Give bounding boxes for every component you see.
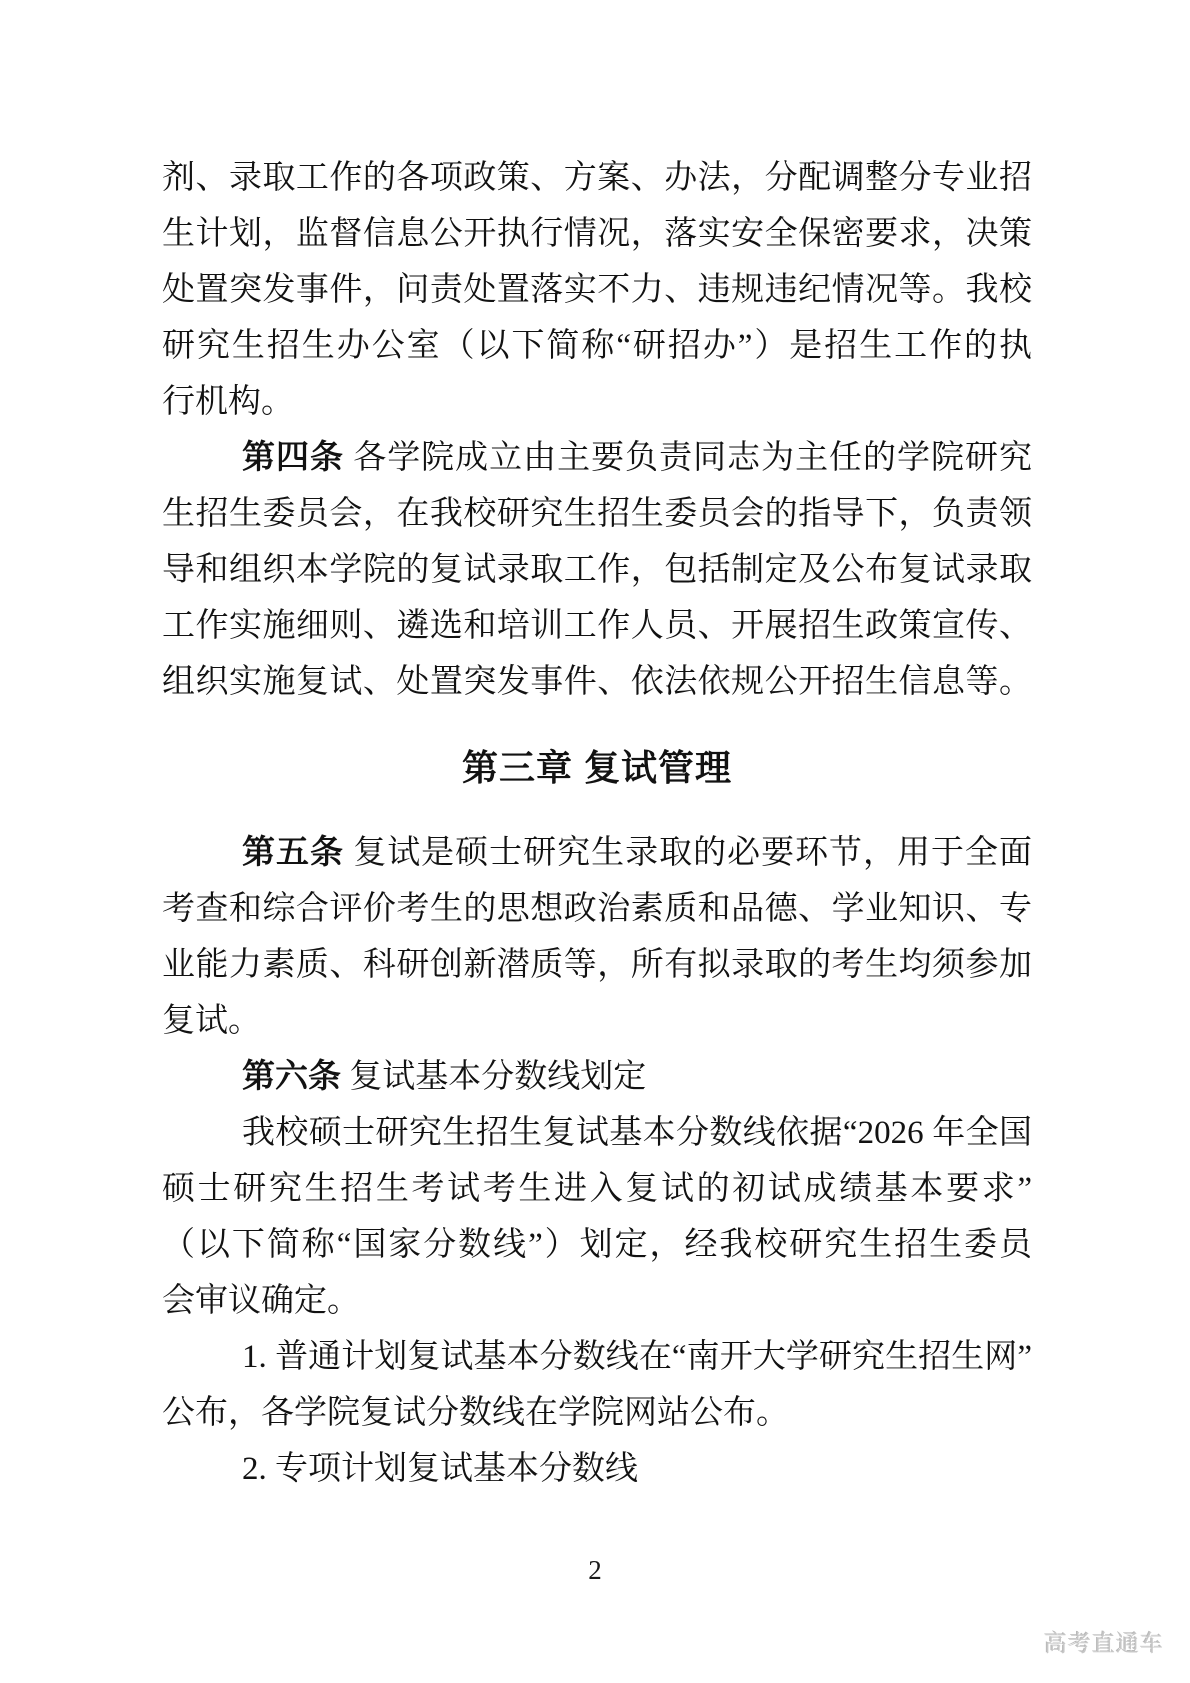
paragraph — [162, 150, 1032, 430]
text-line: 第六条 复试基本分数线划定 — [242, 1059, 647, 1095]
text-line: 1. 普通计划复试基本分数线在“南开大学研究生招生网” — [242, 1339, 1032, 1375]
watermark: 高考直通车 — [1044, 1630, 1164, 1656]
text-line: 生计划，监督信息公开执行情况，落实安全保密要求，决策 — [162, 216, 1032, 252]
paragraph — [162, 1049, 1032, 1105]
article-number: 第六条 — [242, 1059, 341, 1095]
text-line: 我校硕士研究生招生复试基本分数线依据“2026 年全国 — [242, 1115, 1032, 1151]
text-line: 会审议确定。 — [162, 1283, 360, 1319]
text-line: 处置突发事件，问责处置落实不力、违规违纪情况等。我校 — [162, 272, 1032, 308]
text-line: 生招生委员会，在我校研究生招生委员会的指导下，负责领 — [162, 496, 1032, 532]
text-line: 研究生招生办公室（以下简称“研招办”）是招生工作的执 — [162, 328, 1032, 364]
text-line: 公布，各学院复试分数线在学院网站公布。 — [162, 1395, 789, 1431]
text-line: 第四条 各学院成立由主要负责同志为主任的学院研究 — [242, 440, 1033, 476]
text-line: 剂、录取工作的各项政策、方案、办法，分配调整分专业招 — [162, 160, 1032, 196]
text-line: 导和组织本学院的复试录取工作，包括制定及公布复试录取 — [162, 552, 1032, 588]
page-number: 2 — [588, 1555, 602, 1585]
text-line: 组织实施复试、处置突发事件、依法依规公开招生信息等。 — [162, 664, 1032, 700]
text-line: 工作实施细则、遴选和培训工作人员、开展招生政策宣传、 — [162, 608, 1032, 644]
text-line: 考查和综合评价考生的思想政治素质和品德、学业知识、专 — [162, 891, 1032, 927]
paragraph — [162, 1105, 1032, 1329]
chapter-heading: 第三章 复试管理 — [461, 747, 732, 788]
paragraph — [162, 1329, 1032, 1441]
text-line: 硕士研究生招生考试考生进入复试的初试成绩基本要求” — [162, 1171, 1032, 1207]
article-number: 第四条 — [242, 440, 344, 476]
article-number: 第五条 — [242, 835, 344, 871]
text-line: 第五条 复试是硕士研究生录取的必要环节，用于全面 — [242, 835, 1033, 871]
text-line: 业能力素质、科研创新潜质等，所有拟录取的考生均须参加 — [162, 947, 1032, 983]
text-line: 复试。 — [162, 1003, 261, 1039]
text-line: 行机构。 — [162, 384, 294, 420]
paragraph — [162, 825, 1032, 1049]
text-line: （以下简称“国家分数线”）划定，经我校研究生招生委员 — [162, 1227, 1032, 1263]
text-line: 2. 专项计划复试基本分数线 — [242, 1451, 638, 1487]
paragraph — [162, 1441, 1032, 1497]
document-content — [162, 150, 1032, 1497]
paragraph — [162, 430, 1032, 710]
